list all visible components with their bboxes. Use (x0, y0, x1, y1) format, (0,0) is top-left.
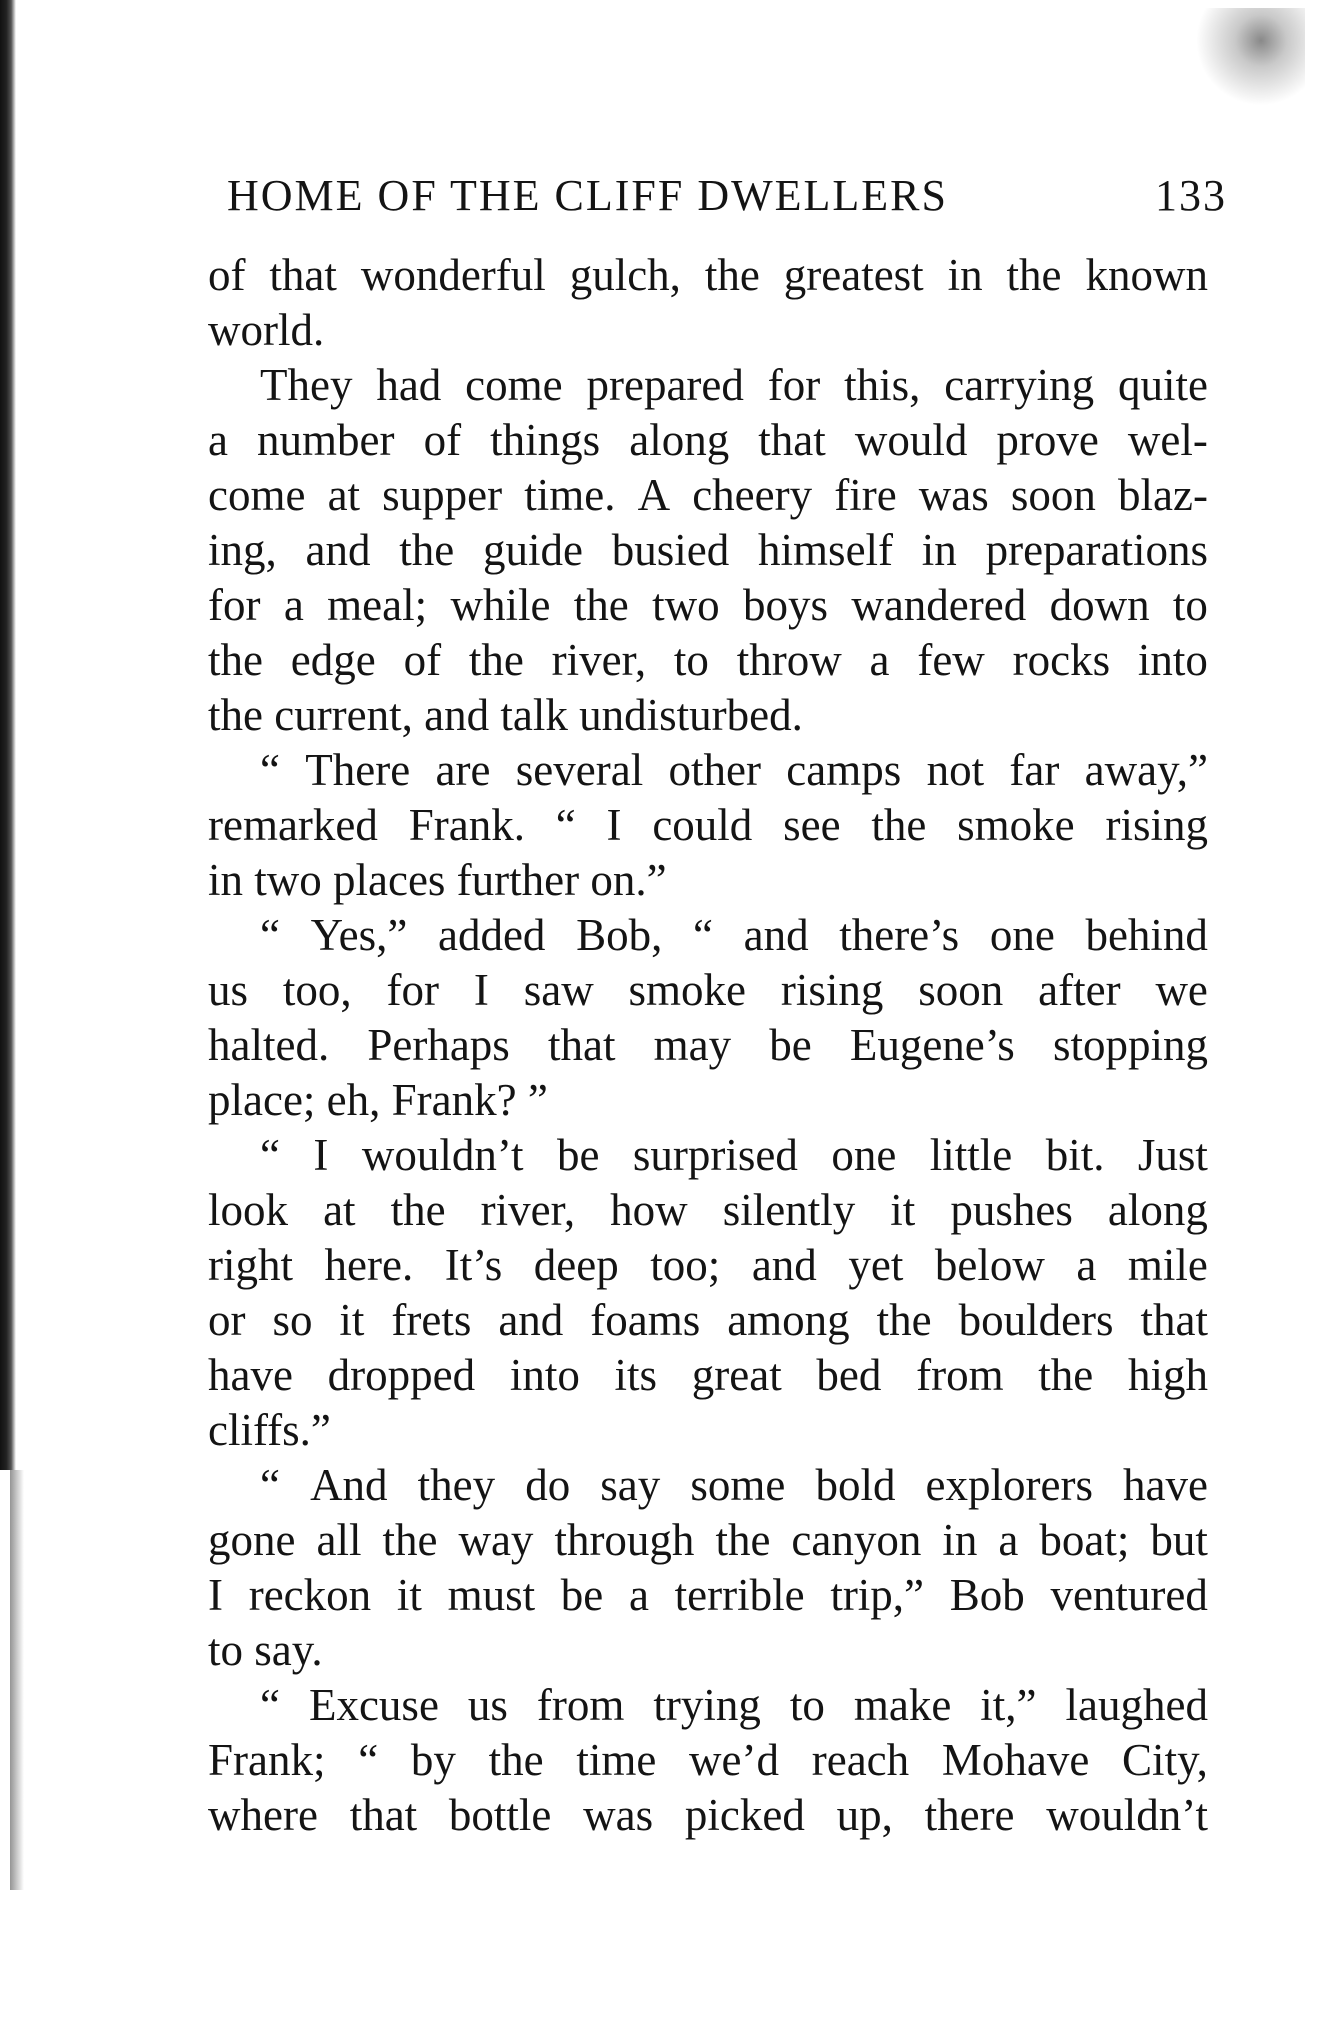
text-line: right here. It’s deep too; and yet below a mile (208, 1240, 1208, 1290)
text-line: of that wonderful gulch, the greatest in the known (208, 250, 1208, 300)
text-line: us too, for I saw smoke rising soon after we (208, 965, 1208, 1015)
text-line: Frank; “ by the time we’d reach Mohave City, (208, 1735, 1208, 1785)
text-line: the edge of the river, to throw a few rocks into (208, 635, 1208, 685)
text-line: I reckon it must be a terrible trip,” Bob ventured (208, 1570, 1208, 1620)
body-text (208, 248, 1208, 1843)
running-head-title: HOME OF THE CLIFF DWELLERS (227, 171, 948, 220)
running-head (227, 170, 1227, 234)
page-binding-shadow-lower (10, 1470, 24, 1890)
text-line: “ There are several other camps not far away,” (260, 745, 1208, 795)
text-line: in two places further on.” (208, 855, 667, 905)
text-line: where that bottle was picked up, there wouldn’t (208, 1790, 1208, 1840)
text-line: “ I wouldn’t be surprised one little bit. Just (260, 1130, 1208, 1180)
text-line: remarked Frank. “ I could see the smoke rising (208, 800, 1208, 850)
text-line: have dropped into its great bed from the high (208, 1350, 1208, 1400)
text-line: “ Excuse us from trying to make it,” laughed (260, 1680, 1208, 1730)
text-line: They had come prepared for this, carrying quite (260, 360, 1208, 410)
text-line: “ And they do say some bold explorers have (260, 1460, 1208, 1510)
page-binding-shadow (0, 0, 16, 1470)
page-number: 133 (1155, 171, 1227, 220)
text-line: the current, and talk undisturbed. (208, 690, 803, 740)
text-line: gone all the way through the canyon in a boat; but (208, 1515, 1208, 1565)
text-line: a number of things along that would prove wel- (208, 415, 1208, 465)
text-line: look at the river, how silently it pushes along (208, 1185, 1208, 1235)
text-line: halted. Perhaps that may be Eugene’s stopping (208, 1020, 1208, 1070)
text-line: place; eh, Frank? ” (208, 1075, 548, 1125)
text-line: for a meal; while the two boys wandered down to (208, 580, 1208, 630)
text-line: or so it frets and foams among the boulders that (208, 1295, 1208, 1345)
page-stain (1195, 8, 1305, 138)
text-line: ing, and the guide busied himself in preparations (208, 525, 1208, 575)
text-line: to say. (208, 1625, 323, 1675)
text-line: “ Yes,” added Bob, “ and there’s one behind (260, 910, 1208, 960)
text-line: cliffs.” (208, 1405, 331, 1455)
text-line: world. (208, 305, 325, 355)
text-line: come at supper time. A cheery fire was soon blaz- (208, 470, 1208, 520)
